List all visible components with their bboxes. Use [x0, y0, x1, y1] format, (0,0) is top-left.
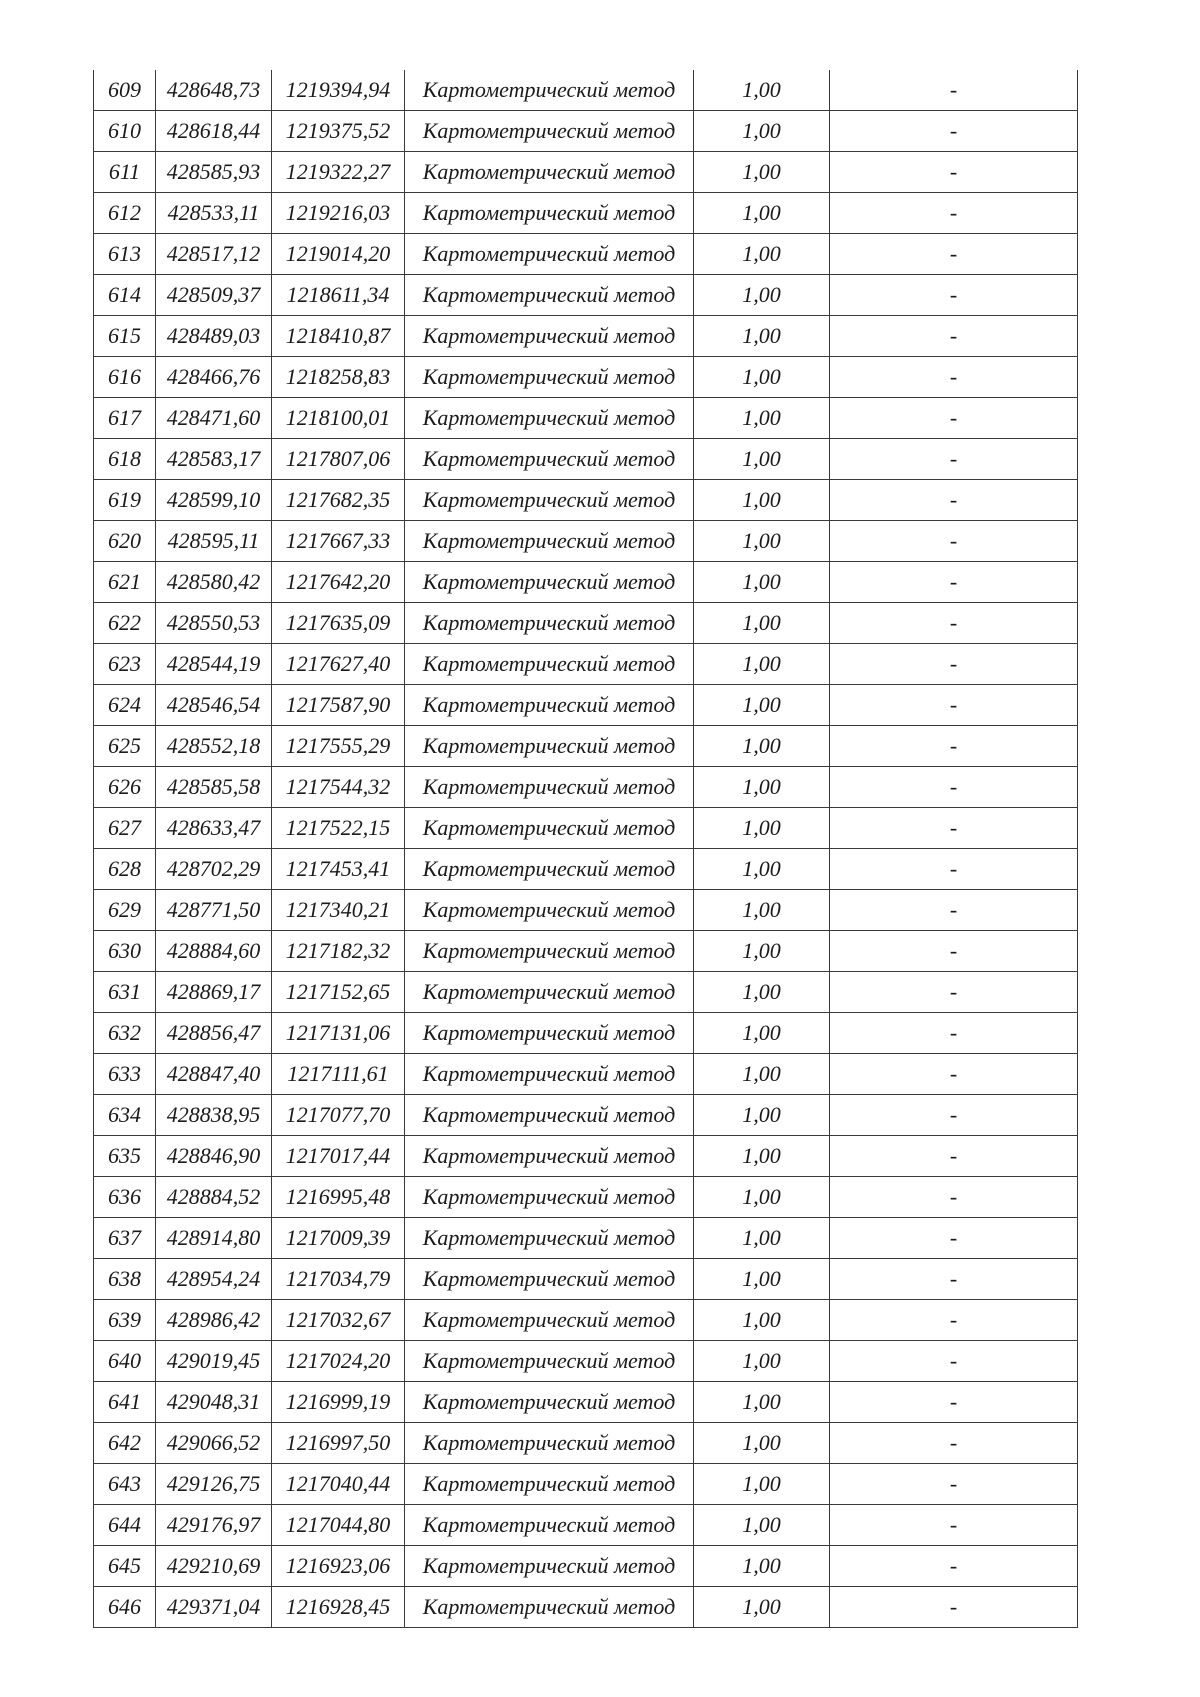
point-number-cell: 644 [94, 1505, 156, 1546]
point-number-cell: 634 [94, 1095, 156, 1136]
accuracy-cell: 1,00 [694, 1546, 830, 1587]
table-row [94, 644, 1078, 685]
table-row [94, 234, 1078, 275]
table-row [94, 1095, 1078, 1136]
point-number-cell: 613 [94, 234, 156, 275]
x-coordinate-cell: 428599,10 [156, 480, 272, 521]
table-row [94, 316, 1078, 357]
y-coordinate-cell: 1219216,03 [272, 193, 405, 234]
x-coordinate-cell: 429210,69 [156, 1546, 272, 1587]
point-number-cell: 626 [94, 767, 156, 808]
point-number-cell: 635 [94, 1136, 156, 1177]
point-number-cell: 619 [94, 480, 156, 521]
accuracy-cell: 1,00 [694, 685, 830, 726]
table-row [94, 890, 1078, 931]
point-number-cell: 627 [94, 808, 156, 849]
y-coordinate-cell: 1217131,06 [272, 1013, 405, 1054]
accuracy-cell: 1,00 [694, 1341, 830, 1382]
table-row [94, 808, 1078, 849]
note-cell: - [830, 808, 1078, 849]
point-number-cell: 633 [94, 1054, 156, 1095]
note-cell: - [830, 398, 1078, 439]
x-coordinate-cell: 428856,47 [156, 1013, 272, 1054]
y-coordinate-cell: 1217807,06 [272, 439, 405, 480]
note-cell: - [830, 234, 1078, 275]
note-cell: - [830, 1587, 1078, 1628]
point-number-cell: 645 [94, 1546, 156, 1587]
point-number-cell: 623 [94, 644, 156, 685]
method-cell: Картометрический метод [405, 234, 694, 275]
method-cell: Картометрический метод [405, 357, 694, 398]
x-coordinate-cell: 428986,42 [156, 1300, 272, 1341]
y-coordinate-cell: 1217340,21 [272, 890, 405, 931]
accuracy-cell: 1,00 [694, 1054, 830, 1095]
note-cell: - [830, 521, 1078, 562]
table-row [94, 111, 1078, 152]
method-cell: Картометрический метод [405, 111, 694, 152]
note-cell: - [830, 685, 1078, 726]
method-cell: Картометрический метод [405, 931, 694, 972]
method-cell: Картометрический метод [405, 193, 694, 234]
table-row [94, 1218, 1078, 1259]
x-coordinate-cell: 428585,58 [156, 767, 272, 808]
y-coordinate-cell: 1218258,83 [272, 357, 405, 398]
table-row [94, 480, 1078, 521]
table-row [94, 1136, 1078, 1177]
x-coordinate-cell: 428585,93 [156, 152, 272, 193]
x-coordinate-cell: 428847,40 [156, 1054, 272, 1095]
table-row [94, 1587, 1078, 1628]
x-coordinate-cell: 428550,53 [156, 603, 272, 644]
method-cell: Картометрический метод [405, 1382, 694, 1423]
method-cell: Картометрический метод [405, 1464, 694, 1505]
accuracy-cell: 1,00 [694, 357, 830, 398]
coordinates-table [93, 70, 1078, 1628]
point-number-cell: 642 [94, 1423, 156, 1464]
x-coordinate-cell: 428546,54 [156, 685, 272, 726]
accuracy-cell: 1,00 [694, 562, 830, 603]
x-coordinate-cell: 428914,80 [156, 1218, 272, 1259]
x-coordinate-cell: 428846,90 [156, 1136, 272, 1177]
method-cell: Картометрический метод [405, 152, 694, 193]
y-coordinate-cell: 1218100,01 [272, 398, 405, 439]
table-row [94, 70, 1078, 111]
x-coordinate-cell: 428884,60 [156, 931, 272, 972]
y-coordinate-cell: 1216995,48 [272, 1177, 405, 1218]
method-cell: Картометрический метод [405, 521, 694, 562]
table-row [94, 1259, 1078, 1300]
method-cell: Картометрический метод [405, 1300, 694, 1341]
accuracy-cell: 1,00 [694, 193, 830, 234]
method-cell: Картометрический метод [405, 849, 694, 890]
table-row [94, 972, 1078, 1013]
point-number-cell: 622 [94, 603, 156, 644]
accuracy-cell: 1,00 [694, 521, 830, 562]
note-cell: - [830, 1464, 1078, 1505]
accuracy-cell: 1,00 [694, 808, 830, 849]
note-cell: - [830, 931, 1078, 972]
table-row [94, 931, 1078, 972]
note-cell: - [830, 1013, 1078, 1054]
table-row [94, 1546, 1078, 1587]
accuracy-cell: 1,00 [694, 972, 830, 1013]
point-number-cell: 621 [94, 562, 156, 603]
x-coordinate-cell: 428580,42 [156, 562, 272, 603]
accuracy-cell: 1,00 [694, 152, 830, 193]
x-coordinate-cell: 429048,31 [156, 1382, 272, 1423]
x-coordinate-cell: 428595,11 [156, 521, 272, 562]
point-number-cell: 625 [94, 726, 156, 767]
method-cell: Картометрический метод [405, 1095, 694, 1136]
accuracy-cell: 1,00 [694, 849, 830, 890]
y-coordinate-cell: 1217017,44 [272, 1136, 405, 1177]
note-cell: - [830, 1300, 1078, 1341]
note-cell: - [830, 1054, 1078, 1095]
accuracy-cell: 1,00 [694, 70, 830, 111]
point-number-cell: 639 [94, 1300, 156, 1341]
accuracy-cell: 1,00 [694, 1177, 830, 1218]
point-number-cell: 612 [94, 193, 156, 234]
x-coordinate-cell: 428517,12 [156, 234, 272, 275]
method-cell: Картометрический метод [405, 1136, 694, 1177]
method-cell: Картометрический метод [405, 972, 694, 1013]
method-cell: Картометрический метод [405, 1054, 694, 1095]
y-coordinate-cell: 1217555,29 [272, 726, 405, 767]
note-cell: - [830, 275, 1078, 316]
y-coordinate-cell: 1219322,27 [272, 152, 405, 193]
method-cell: Картометрический метод [405, 808, 694, 849]
note-cell: - [830, 193, 1078, 234]
note-cell: - [830, 1505, 1078, 1546]
accuracy-cell: 1,00 [694, 767, 830, 808]
x-coordinate-cell: 428533,11 [156, 193, 272, 234]
x-coordinate-cell: 428702,29 [156, 849, 272, 890]
y-coordinate-cell: 1217544,32 [272, 767, 405, 808]
accuracy-cell: 1,00 [694, 603, 830, 644]
x-coordinate-cell: 429126,75 [156, 1464, 272, 1505]
accuracy-cell: 1,00 [694, 1587, 830, 1628]
y-coordinate-cell: 1217635,09 [272, 603, 405, 644]
y-coordinate-cell: 1216997,50 [272, 1423, 405, 1464]
note-cell: - [830, 890, 1078, 931]
method-cell: Картометрический метод [405, 726, 694, 767]
note-cell: - [830, 111, 1078, 152]
table-row [94, 439, 1078, 480]
point-number-cell: 620 [94, 521, 156, 562]
y-coordinate-cell: 1217009,39 [272, 1218, 405, 1259]
table-row [94, 1464, 1078, 1505]
point-number-cell: 636 [94, 1177, 156, 1218]
table-row [94, 685, 1078, 726]
note-cell: - [830, 480, 1078, 521]
y-coordinate-cell: 1217024,20 [272, 1341, 405, 1382]
y-coordinate-cell: 1218611,34 [272, 275, 405, 316]
note-cell: - [830, 1259, 1078, 1300]
accuracy-cell: 1,00 [694, 1136, 830, 1177]
accuracy-cell: 1,00 [694, 931, 830, 972]
point-number-cell: 646 [94, 1587, 156, 1628]
note-cell: - [830, 152, 1078, 193]
accuracy-cell: 1,00 [694, 480, 830, 521]
method-cell: Картометрический метод [405, 316, 694, 357]
accuracy-cell: 1,00 [694, 890, 830, 931]
point-number-cell: 617 [94, 398, 156, 439]
method-cell: Картометрический метод [405, 1341, 694, 1382]
y-coordinate-cell: 1217032,67 [272, 1300, 405, 1341]
x-coordinate-cell: 428552,18 [156, 726, 272, 767]
y-coordinate-cell: 1218410,87 [272, 316, 405, 357]
x-coordinate-cell: 428648,73 [156, 70, 272, 111]
method-cell: Картометрический метод [405, 767, 694, 808]
point-number-cell: 624 [94, 685, 156, 726]
point-number-cell: 629 [94, 890, 156, 931]
note-cell: - [830, 562, 1078, 603]
x-coordinate-cell: 428869,17 [156, 972, 272, 1013]
coordinates-table-body [94, 70, 1078, 1628]
note-cell: - [830, 972, 1078, 1013]
method-cell: Картометрический метод [405, 603, 694, 644]
accuracy-cell: 1,00 [694, 1218, 830, 1259]
method-cell: Картометрический метод [405, 1423, 694, 1464]
accuracy-cell: 1,00 [694, 1095, 830, 1136]
x-coordinate-cell: 428771,50 [156, 890, 272, 931]
point-number-cell: 609 [94, 70, 156, 111]
x-coordinate-cell: 428618,44 [156, 111, 272, 152]
point-number-cell: 611 [94, 152, 156, 193]
y-coordinate-cell: 1217587,90 [272, 685, 405, 726]
note-cell: - [830, 357, 1078, 398]
accuracy-cell: 1,00 [694, 1464, 830, 1505]
y-coordinate-cell: 1219394,94 [272, 70, 405, 111]
note-cell: - [830, 1177, 1078, 1218]
method-cell: Картометрический метод [405, 439, 694, 480]
point-number-cell: 640 [94, 1341, 156, 1382]
point-number-cell: 630 [94, 931, 156, 972]
y-coordinate-cell: 1217034,79 [272, 1259, 405, 1300]
table-row [94, 726, 1078, 767]
note-cell: - [830, 439, 1078, 480]
note-cell: - [830, 1136, 1078, 1177]
y-coordinate-cell: 1217077,70 [272, 1095, 405, 1136]
table-row [94, 398, 1078, 439]
y-coordinate-cell: 1217627,40 [272, 644, 405, 685]
accuracy-cell: 1,00 [694, 316, 830, 357]
point-number-cell: 638 [94, 1259, 156, 1300]
method-cell: Картометрический метод [405, 1218, 694, 1259]
point-number-cell: 641 [94, 1382, 156, 1423]
x-coordinate-cell: 428884,52 [156, 1177, 272, 1218]
table-row [94, 521, 1078, 562]
accuracy-cell: 1,00 [694, 1300, 830, 1341]
accuracy-cell: 1,00 [694, 644, 830, 685]
x-coordinate-cell: 428633,47 [156, 808, 272, 849]
x-coordinate-cell: 428544,19 [156, 644, 272, 685]
x-coordinate-cell: 428954,24 [156, 1259, 272, 1300]
y-coordinate-cell: 1216928,45 [272, 1587, 405, 1628]
note-cell: - [830, 1382, 1078, 1423]
x-coordinate-cell: 429066,52 [156, 1423, 272, 1464]
x-coordinate-cell: 429176,97 [156, 1505, 272, 1546]
table-row [94, 1505, 1078, 1546]
method-cell: Картометрический метод [405, 1013, 694, 1054]
y-coordinate-cell: 1216923,06 [272, 1546, 405, 1587]
note-cell: - [830, 1095, 1078, 1136]
table-row [94, 1341, 1078, 1382]
method-cell: Картометрический метод [405, 644, 694, 685]
table-row [94, 1423, 1078, 1464]
accuracy-cell: 1,00 [694, 1382, 830, 1423]
x-coordinate-cell: 428583,17 [156, 439, 272, 480]
note-cell: - [830, 70, 1078, 111]
accuracy-cell: 1,00 [694, 726, 830, 767]
method-cell: Картометрический метод [405, 398, 694, 439]
table-row [94, 849, 1078, 890]
point-number-cell: 615 [94, 316, 156, 357]
method-cell: Картометрический метод [405, 1259, 694, 1300]
method-cell: Картометрический метод [405, 890, 694, 931]
table-row [94, 562, 1078, 603]
method-cell: Картометрический метод [405, 1546, 694, 1587]
point-number-cell: 618 [94, 439, 156, 480]
x-coordinate-cell: 428466,76 [156, 357, 272, 398]
note-cell: - [830, 1546, 1078, 1587]
point-number-cell: 628 [94, 849, 156, 890]
accuracy-cell: 1,00 [694, 234, 830, 275]
note-cell: - [830, 316, 1078, 357]
y-coordinate-cell: 1217152,65 [272, 972, 405, 1013]
y-coordinate-cell: 1217642,20 [272, 562, 405, 603]
method-cell: Картометрический метод [405, 480, 694, 521]
note-cell: - [830, 1218, 1078, 1259]
y-coordinate-cell: 1219375,52 [272, 111, 405, 152]
point-number-cell: 632 [94, 1013, 156, 1054]
table-row [94, 1054, 1078, 1095]
table-row [94, 275, 1078, 316]
y-coordinate-cell: 1217682,35 [272, 480, 405, 521]
method-cell: Картометрический метод [405, 1505, 694, 1546]
table-row [94, 603, 1078, 644]
accuracy-cell: 1,00 [694, 439, 830, 480]
x-coordinate-cell: 429019,45 [156, 1341, 272, 1382]
accuracy-cell: 1,00 [694, 1505, 830, 1546]
point-number-cell: 614 [94, 275, 156, 316]
method-cell: Картометрический метод [405, 685, 694, 726]
table-row [94, 1177, 1078, 1218]
y-coordinate-cell: 1217667,33 [272, 521, 405, 562]
table-row [94, 357, 1078, 398]
y-coordinate-cell: 1217453,41 [272, 849, 405, 890]
note-cell: - [830, 644, 1078, 685]
x-coordinate-cell: 428489,03 [156, 316, 272, 357]
y-coordinate-cell: 1217040,44 [272, 1464, 405, 1505]
point-number-cell: 631 [94, 972, 156, 1013]
accuracy-cell: 1,00 [694, 111, 830, 152]
table-row [94, 1013, 1078, 1054]
note-cell: - [830, 726, 1078, 767]
point-number-cell: 637 [94, 1218, 156, 1259]
y-coordinate-cell: 1217111,61 [272, 1054, 405, 1095]
x-coordinate-cell: 428471,60 [156, 398, 272, 439]
accuracy-cell: 1,00 [694, 1259, 830, 1300]
note-cell: - [830, 849, 1078, 890]
table-row [94, 152, 1078, 193]
method-cell: Картометрический метод [405, 562, 694, 603]
table-row [94, 767, 1078, 808]
note-cell: - [830, 603, 1078, 644]
y-coordinate-cell: 1219014,20 [272, 234, 405, 275]
accuracy-cell: 1,00 [694, 398, 830, 439]
y-coordinate-cell: 1217522,15 [272, 808, 405, 849]
x-coordinate-cell: 428509,37 [156, 275, 272, 316]
table-row [94, 193, 1078, 234]
method-cell: Картометрический метод [405, 1587, 694, 1628]
table-row [94, 1300, 1078, 1341]
y-coordinate-cell: 1217044,80 [272, 1505, 405, 1546]
point-number-cell: 616 [94, 357, 156, 398]
point-number-cell: 643 [94, 1464, 156, 1505]
x-coordinate-cell: 429371,04 [156, 1587, 272, 1628]
method-cell: Картометрический метод [405, 275, 694, 316]
accuracy-cell: 1,00 [694, 1423, 830, 1464]
accuracy-cell: 1,00 [694, 275, 830, 316]
note-cell: - [830, 1341, 1078, 1382]
accuracy-cell: 1,00 [694, 1013, 830, 1054]
note-cell: - [830, 767, 1078, 808]
method-cell: Картометрический метод [405, 70, 694, 111]
point-number-cell: 610 [94, 111, 156, 152]
x-coordinate-cell: 428838,95 [156, 1095, 272, 1136]
y-coordinate-cell: 1217182,32 [272, 931, 405, 972]
y-coordinate-cell: 1216999,19 [272, 1382, 405, 1423]
table-row [94, 1382, 1078, 1423]
method-cell: Картометрический метод [405, 1177, 694, 1218]
note-cell: - [830, 1423, 1078, 1464]
